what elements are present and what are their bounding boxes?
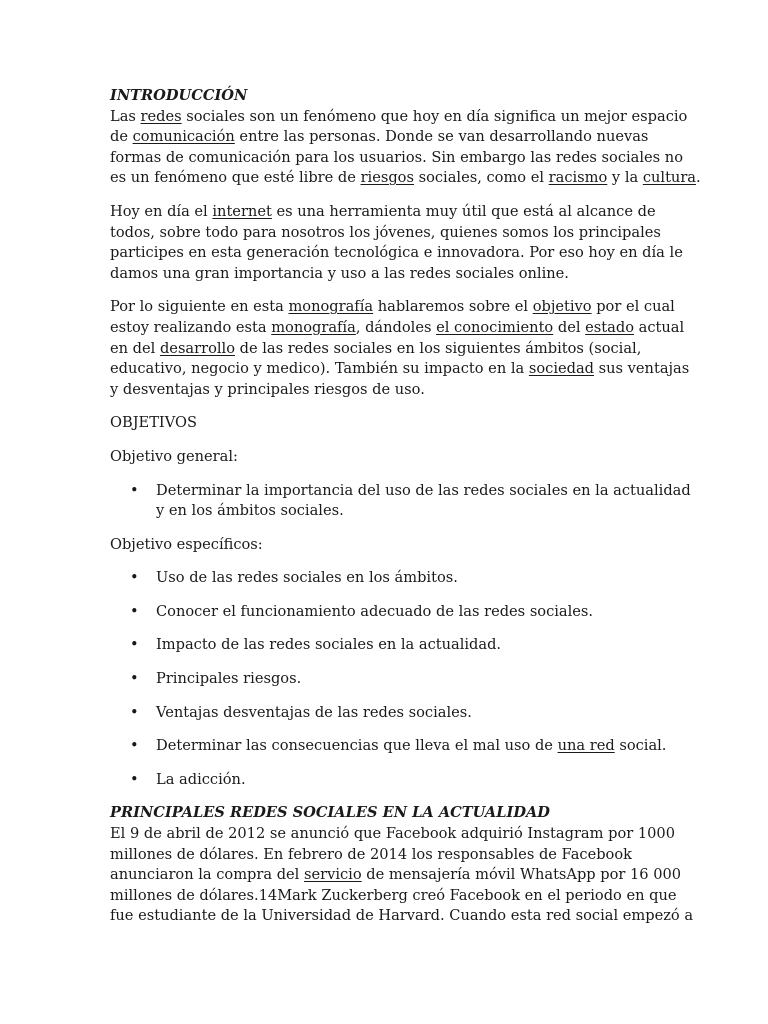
text: La adicción. (156, 770, 246, 788)
text: formas de comunicación para los usuarios. Sin embargo las redes sociales no (110, 148, 683, 166)
text: Uso de las redes sociales en los ámbitos. (156, 569, 458, 587)
list-item (110, 736, 670, 757)
list-item (110, 635, 670, 656)
text: actual (633, 318, 685, 336)
link-racismo[interactable]: racismo (548, 169, 608, 187)
text: es una herramienta muy útil que está al alcance de (271, 202, 656, 220)
document-page (110, 86, 701, 940)
text: . (696, 169, 701, 187)
text: estoy realizando esta (110, 318, 272, 336)
text: en del (110, 339, 160, 357)
bullet-icon: • (130, 569, 139, 587)
text: Conocer el funcionamiento adecuado de las redes sociales. (156, 602, 594, 620)
text: es un fenómeno que esté libre de (110, 169, 361, 187)
text: entre las personas. Donde se van desarrollando nuevas (234, 128, 649, 146)
text: damos una gran importancia y uso a las redes sociales online. (110, 264, 569, 282)
text: sociales, como el (413, 169, 549, 187)
link-internet[interactable]: internet (212, 202, 272, 220)
list-item (110, 770, 670, 791)
intro-section (110, 86, 701, 189)
networks-heading: PRINCIPALES REDES SOCIALES EN LA ACTUALIDAD (110, 804, 550, 822)
specific-objective-label: Objetivo específicos: (110, 535, 263, 553)
link-estado[interactable]: estado (585, 318, 634, 336)
link-conocimiento[interactable]: el conocimiento (436, 318, 554, 336)
text: Ventajas desventajas de las redes sociales. (156, 703, 472, 721)
intro-paragraph-3 (110, 297, 690, 400)
text: por el cual (591, 298, 675, 316)
bullet-icon: • (130, 636, 139, 654)
text: del (553, 318, 586, 336)
bullet-icon: • (130, 481, 139, 499)
text: Determinar la importancia del uso de las redes sociales en la actualidad (156, 481, 691, 499)
text: y desventajas y principales riesgos de uso. (110, 380, 425, 398)
text: Determinar las consecuencias que lleva el mal uso de (156, 737, 558, 755)
text: social. (614, 737, 667, 755)
list-item (110, 669, 670, 690)
general-objective-label: Objetivo general: (110, 447, 238, 465)
list-item (110, 602, 670, 623)
text: de las redes sociales en los siguientes ámbitos (social, (235, 339, 642, 357)
text: fue estudiante de la Universidad de Harvard. Cuando esta red social empezó a (110, 907, 694, 925)
link-redes[interactable]: redes (140, 107, 182, 125)
bullet-icon: • (130, 602, 139, 620)
text: millones de dólares.14Mark Zuckerberg creó Facebook en el periodo en que (110, 886, 677, 904)
text: sus ventajas (594, 360, 690, 378)
text: de (110, 128, 133, 146)
text: hablaremos sobre el (373, 298, 533, 316)
link-una-red[interactable]: una red (557, 737, 615, 755)
bullet-icon: • (130, 770, 139, 788)
intro-heading: INTRODUCCIÓN (110, 87, 248, 104)
text: El 9 de abril de 2012 se anunció que Facebook adquirió Instagram por 1000 (110, 825, 675, 843)
text: sociales son un fenómeno que hoy en día significa un mejor espacio (181, 107, 688, 125)
text: Impacto de las redes sociales en la actualidad. (156, 636, 502, 654)
link-desarrollo[interactable]: desarrollo (159, 339, 235, 357)
text: millones de dólares. En febrero de 2014 los responsables de Facebook (110, 845, 632, 863)
networks-section (110, 803, 694, 927)
list-item (110, 481, 691, 522)
list-item (110, 568, 670, 589)
link-comunicacion[interactable]: comunicación (132, 128, 235, 146)
text: , dándoles (355, 318, 437, 336)
text: Por lo siguiente en esta (110, 298, 289, 316)
intro-paragraph-2 (110, 202, 683, 284)
specific-objective-list (110, 568, 670, 790)
link-sociedad[interactable]: sociedad (528, 360, 595, 378)
list-item (110, 703, 670, 724)
text: educativo, negocio y medico). También su impacto en la (110, 360, 529, 378)
text: y en los ámbitos sociales. (156, 502, 344, 520)
bullet-icon: • (130, 737, 139, 755)
link-objetivo[interactable]: objetivo (532, 298, 592, 316)
general-objective-list (110, 481, 691, 522)
bullet-icon: • (130, 670, 139, 688)
text: anunciaron la compra del (110, 866, 304, 884)
bullet-icon: • (130, 703, 139, 721)
text: Hoy en día el (110, 202, 213, 220)
text: Las (110, 107, 141, 125)
text: de mensajería móvil WhatsApp por 16 000 (361, 866, 682, 884)
text: Principales riesgos. (156, 670, 302, 688)
text: y la (607, 169, 643, 187)
link-riesgos[interactable]: riesgos (360, 169, 414, 187)
objectives-heading: OBJETIVOS (110, 414, 197, 432)
text: todos, sobre todo para nosotros los jóvenes, quienes somos los principales (110, 223, 661, 241)
link-monografia-2[interactable]: monografía (271, 318, 356, 336)
link-cultura[interactable]: cultura (642, 169, 697, 187)
link-monografia[interactable]: monografía (288, 298, 374, 316)
text: participes en esta generación tecnológica e innovadora. Por eso hoy en día le (110, 244, 683, 262)
link-servicio[interactable]: servicio (304, 866, 362, 884)
